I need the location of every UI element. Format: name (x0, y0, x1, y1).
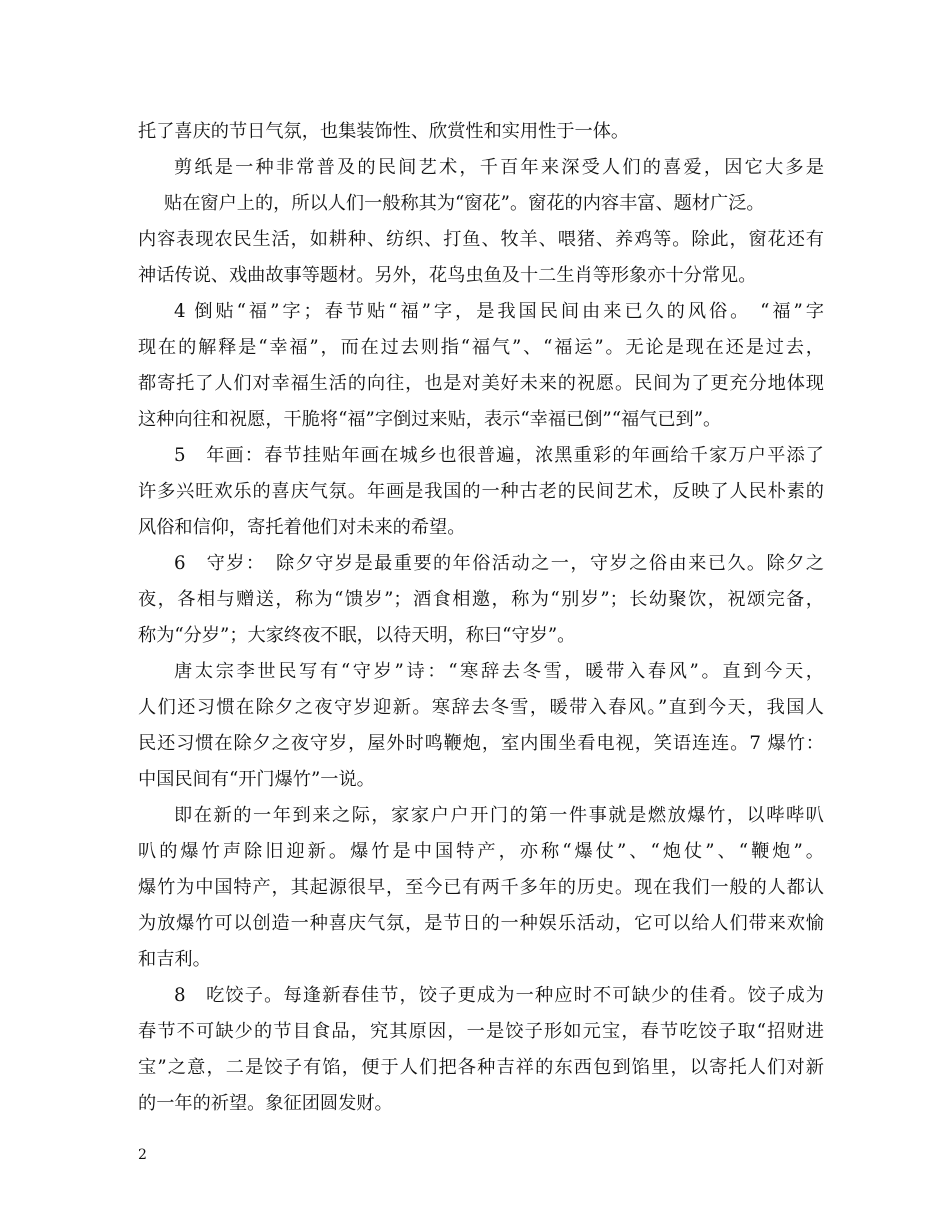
text-line-20: 即在新的一年到来之际，家家户户开门的第一件事就是燃放爆竹，以哔哔叭 (174, 805, 824, 826)
text-line-2: 剪纸是一种非常普及的民间艺术，千百年来深受人们的喜爱，因它大多是 (174, 157, 824, 178)
text-line-21: 叭的爆竹声除旧迎新。爆竹是中国特产，亦称“爆仗”、“炮仗”、“鞭炮”。 (138, 841, 824, 862)
text-line-7: 现在的解释是“幸福”，而在过去则指“福气”、“福运”。无论是现在还是过去， (138, 337, 824, 358)
text-line-27: 宝”之意，二是饺子有馅，便于人们把各种吉祥的东西包到馅里，以寄托人们对新 (138, 1057, 824, 1078)
text-line-8: 都寄托了人们对幸福生活的向往，也是对美好未来的祝愿。民间为了更充分地体现 (138, 373, 824, 394)
text-line-10: 5 年画：春节挂贴年画在城乡也很普遍，浓黑重彩的年画给千家万户平添了 (174, 445, 824, 466)
text-line-9: 这种向往和祝愿，干脆将“福”字倒过来贴，表示“幸福已倒”“福气已到”。 (138, 409, 722, 430)
text-line-12: 风俗和信仰，寄托着他们对未来的希望。 (138, 517, 466, 538)
text-line-28: 的一年的祈望。象征团圆发财。 (138, 1093, 393, 1114)
text-line-6: 4 倒贴“福”字；春节贴“福”字，是我国民间由来已久的风俗。 “福”字 (174, 301, 824, 322)
text-line-5: 神话传说、戏曲故事等题材。另外，花鸟虫鱼及十二生肖等形象亦十分常见。 (138, 265, 757, 286)
text-line-16: 唐太宗李世民写有“守岁”诗：“寒辞去冬雪，暖带入春风”。直到今天， (174, 661, 824, 682)
text-line-17: 人们还习惯在除夕之夜守岁迎新。寒辞去冬雪，暖带入春风。”直到今天，我国人 (138, 697, 824, 718)
text-line-22: 爆竹为中国特产，其起源很早，至今已有两千多年的历史。现在我们一般的人都认 (138, 877, 824, 898)
text-line-23: 为放爆竹可以创造一种喜庆气氛，是节日的一种娱乐活动，它可以给人们带来欢愉 (138, 913, 824, 934)
text-line-18: 民还习惯在除夕之夜守岁，屋外时鸣鞭炮，室内围坐看电视，笑语连连。7 爆竹： (138, 733, 824, 754)
text-line-4: 内容表现农民生活，如耕种、纺织、打鱼、牧羊、喂猪、养鸡等。除此，窗花还有 (138, 229, 824, 250)
text-line-15: 称为“分岁”；大家终夜不眠，以待天明，称曰“守岁”。 (138, 625, 576, 646)
text-line-13: 6 守岁： 除夕守岁是最重要的年俗活动之一，守岁之俗由来已久。除夕之 (174, 553, 824, 574)
text-line-3: 贴在窗户上的，所以人们一般称其为“窗花”。窗花的内容丰富、题材广泛。 (164, 193, 765, 214)
page-number: 2 (138, 1147, 147, 1163)
text-line-26: 春节不可缺少的节目食品，究其原因，一是饺子形如元宝，春节吃饺子取“招财进 (138, 1021, 824, 1042)
text-line-14: 夜，各相与赠送，称为“馈岁”；酒食相邀，称为“别岁”；长幼聚饮，祝颂完备， (138, 589, 824, 610)
text-line-19: 中国民间有“开门爆竹”一说。 (138, 769, 375, 790)
text-line-25: 8 吃饺子。每逢新春佳节，饺子更成为一种应时不可缺少的佳肴。饺子成为 (174, 985, 824, 1006)
text-line-11: 许多兴旺欢乐的喜庆气氛。年画是我国的一种古老的民间艺术，反映了人民朴素的 (138, 481, 824, 502)
text-line-1: 托了喜庆的节日气氛，也集装饰性、欣赏性和实用性于一体。 (138, 121, 630, 142)
text-line-24: 和吉利。 (138, 949, 211, 970)
document-body (138, 114, 824, 1122)
